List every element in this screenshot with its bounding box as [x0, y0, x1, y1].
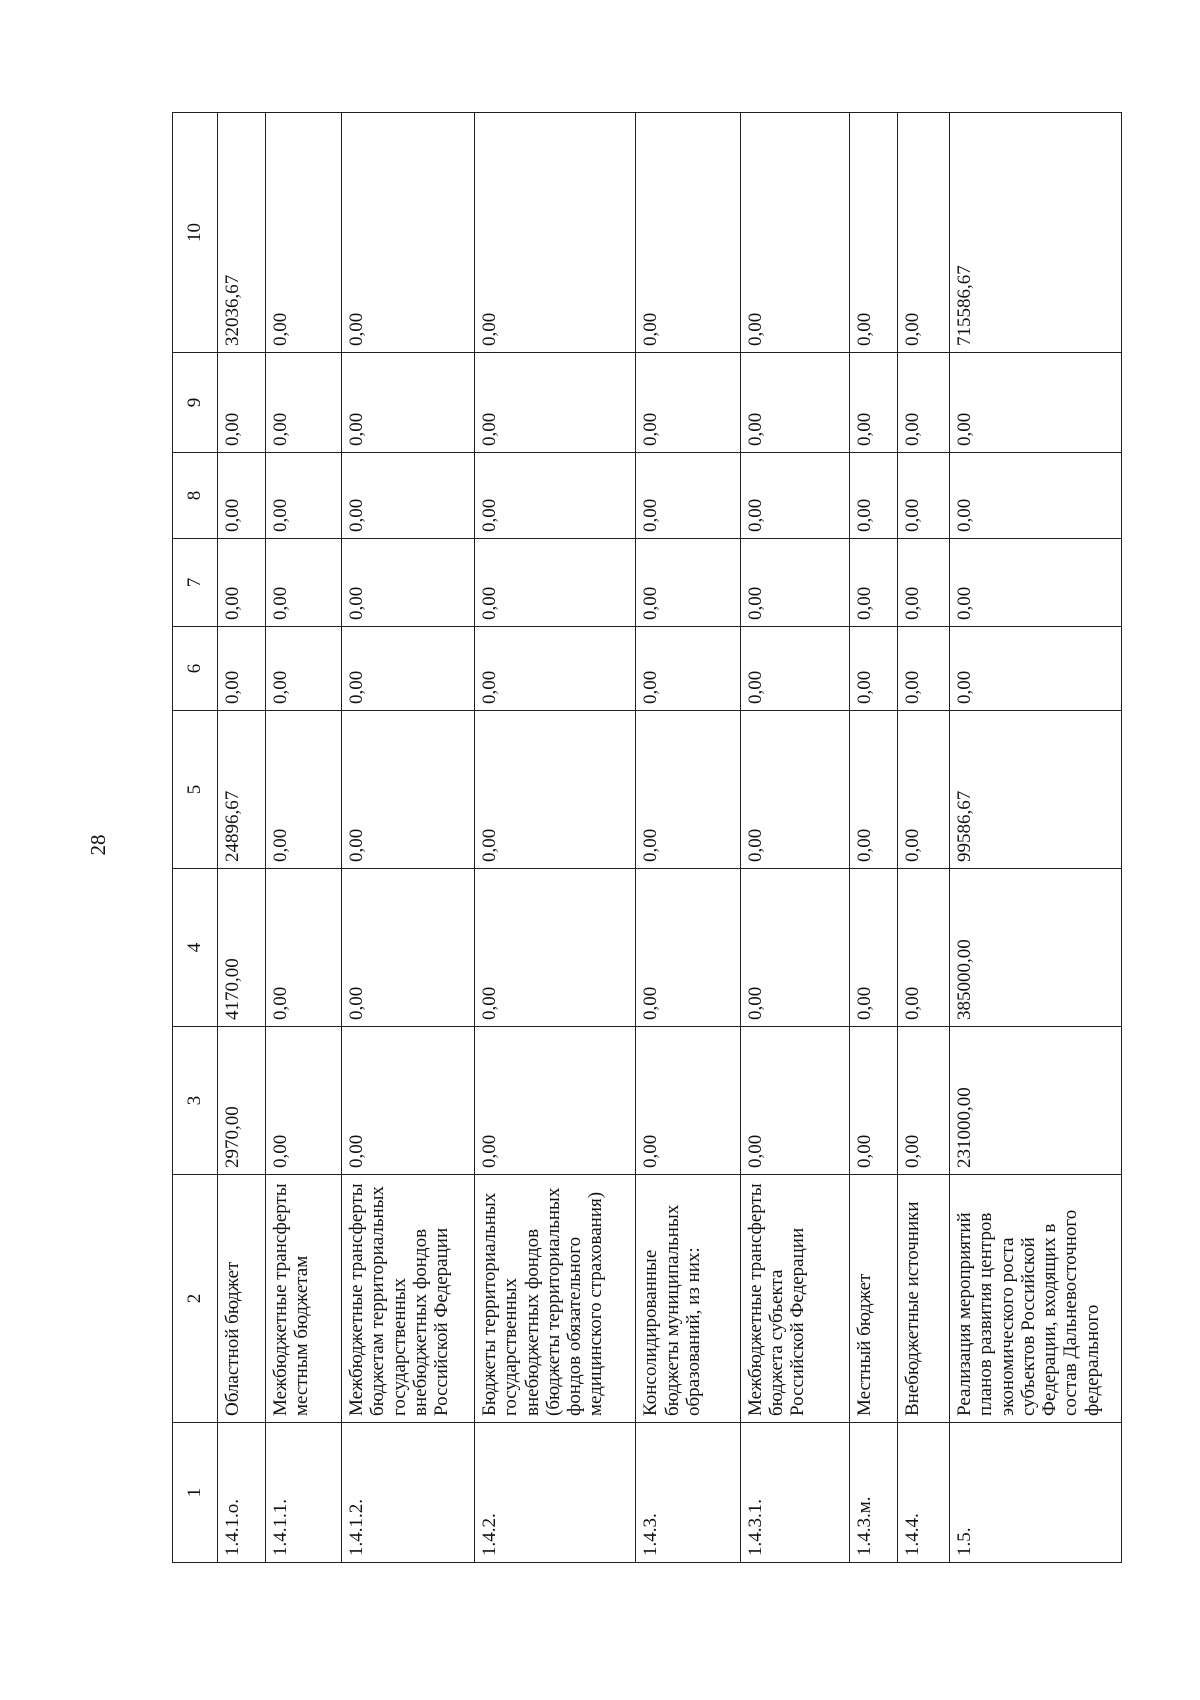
table-header: [173, 113, 218, 1563]
table-cell: 0,00: [849, 627, 897, 711]
table-cell: 0,00: [636, 869, 741, 1027]
table-cell: 1.4.3.1.: [740, 1423, 849, 1563]
table-cell: 0,00: [849, 1027, 897, 1175]
table-cell: 0,00: [740, 539, 849, 627]
table-cell: 0,00: [475, 627, 636, 711]
table-cell: 0,00: [218, 453, 266, 539]
table-cell: Внебюджетные источники: [897, 1175, 949, 1423]
table-cell: 24896,67: [218, 711, 266, 869]
table-cell: 1.4.2.: [475, 1423, 636, 1563]
table-cell: 0,00: [740, 627, 849, 711]
table-cell: 0,00: [740, 113, 849, 353]
header-cell: 5: [173, 711, 218, 869]
table-cell: 0,00: [342, 353, 475, 453]
table-cell: 0,00: [475, 453, 636, 539]
header-cell: 4: [173, 869, 218, 1027]
table-cell: 0,00: [475, 113, 636, 353]
table-cell: 0,00: [897, 1027, 949, 1175]
table-cell: 0,00: [218, 353, 266, 453]
table-cell: 0,00: [740, 353, 849, 453]
table-cell: 0,00: [897, 869, 949, 1027]
table-cell: 1.4.4.: [897, 1423, 949, 1563]
table-cell: 0,00: [265, 353, 341, 453]
table-row: [849, 113, 897, 1563]
header-cell: 10: [173, 113, 218, 353]
table-cell: 2970,00: [218, 1027, 266, 1175]
table-cell: 1.4.1.2.: [342, 1423, 475, 1563]
table-cell: 0,00: [740, 711, 849, 869]
table-cell: 0,00: [849, 353, 897, 453]
table-cell: 1.4.1.о.: [218, 1423, 266, 1563]
table-row: [342, 113, 475, 1563]
table-cell: 0,00: [265, 1027, 341, 1175]
table-cell: 0,00: [949, 627, 1121, 711]
table-row: [218, 113, 266, 1563]
table-cell: 0,00: [897, 539, 949, 627]
table-cell: 0,00: [475, 711, 636, 869]
table-cell: 0,00: [475, 1027, 636, 1175]
table-cell: 0,00: [218, 539, 266, 627]
table-cell: 0,00: [740, 453, 849, 539]
table-cell: 0,00: [740, 869, 849, 1027]
table-cell: 0,00: [265, 869, 341, 1027]
table-row: [475, 113, 636, 1563]
header-cell: 6: [173, 627, 218, 711]
table-cell: Областной бюджет: [218, 1175, 266, 1423]
table-cell: 0,00: [265, 453, 341, 539]
table-row: [265, 113, 341, 1563]
table-cell: 0,00: [475, 353, 636, 453]
table-cell: 231000,00: [949, 1027, 1121, 1175]
table-cell: 0,00: [849, 113, 897, 353]
table-cell: 0,00: [636, 711, 741, 869]
table-cell: Межбюджетные трансферты бюджетам территориальных государственных внебюджетных фондов Российской Федерации: [342, 1175, 475, 1423]
table-cell: Консолидированные бюджеты муниципальных образований, из них:: [636, 1175, 741, 1423]
table-body: [218, 113, 1122, 1563]
table-cell: 0,00: [342, 869, 475, 1027]
header-cell: 7: [173, 539, 218, 627]
table-cell: 0,00: [897, 627, 949, 711]
table-row: [897, 113, 949, 1563]
table-cell: 0,00: [342, 113, 475, 353]
table-cell: 0,00: [849, 869, 897, 1027]
header-cell: 3: [173, 1027, 218, 1175]
header-cell: 2: [173, 1175, 218, 1423]
table-cell: 0,00: [342, 539, 475, 627]
table-cell: 0,00: [636, 539, 741, 627]
table-cell: 0,00: [897, 113, 949, 353]
table-cell: 0,00: [740, 1027, 849, 1175]
table-cell: 0,00: [218, 627, 266, 711]
table-cell: 32036,67: [218, 113, 266, 353]
table-cell: 1.5.: [949, 1423, 1121, 1563]
table-cell: 0,00: [636, 627, 741, 711]
table-row: [740, 113, 849, 1563]
table-cell: 0,00: [342, 1027, 475, 1175]
table-cell: 0,00: [636, 453, 741, 539]
table-cell: 99586,67: [949, 711, 1121, 869]
table-cell: 0,00: [475, 869, 636, 1027]
table-cell: 0,00: [342, 453, 475, 539]
table-cell: 0,00: [949, 453, 1121, 539]
header-cell: 1: [173, 1423, 218, 1563]
table-cell: 4170,00: [218, 869, 266, 1027]
table-cell: Межбюджетные трансферты местным бюджетам: [265, 1175, 341, 1423]
table-cell: Местный бюджет: [849, 1175, 897, 1423]
table-row: [636, 113, 741, 1563]
table-cell: 0,00: [475, 539, 636, 627]
table-cell: 0,00: [636, 113, 741, 353]
table-cell: 0,00: [949, 539, 1121, 627]
table-cell: 0,00: [897, 353, 949, 453]
table-cell: 0,00: [849, 453, 897, 539]
table-cell: 0,00: [265, 113, 341, 353]
table-cell: 715586,67: [949, 113, 1121, 353]
table-cell: Межбюджетные трансферты бюджета субъекта Российской Федерации: [740, 1175, 849, 1423]
table-cell: 0,00: [265, 539, 341, 627]
table-cell: 1.4.1.1.: [265, 1423, 341, 1563]
table-cell: 1.4.3.м.: [849, 1423, 897, 1563]
rotated-table-container: [172, 113, 1122, 1563]
table-cell: 385000,00: [949, 869, 1121, 1027]
table-cell: 0,00: [342, 627, 475, 711]
table-cell: 0,00: [636, 353, 741, 453]
table-cell: 0,00: [265, 711, 341, 869]
budget-table: [172, 112, 1122, 1563]
table-cell: 0,00: [636, 1027, 741, 1175]
table-row: [949, 113, 1121, 1563]
table-cell: 1.4.3.: [636, 1423, 741, 1563]
table-cell: Реализация мероприятий планов развития центров экономического роста субъектов Российской Федерации, входящих в состав Дальневосточного федерального: [949, 1175, 1121, 1423]
table-cell: 0,00: [849, 539, 897, 627]
table-cell: Бюджеты территориальных государственных внебюджетных фондов (бюджеты территориальных фондов обязательного медицинского страхования): [475, 1175, 636, 1423]
header-cell: 9: [173, 353, 218, 453]
table-cell: 0,00: [897, 453, 949, 539]
header-cell: 8: [173, 453, 218, 539]
page-number: 28: [86, 834, 110, 856]
table-cell: 0,00: [897, 711, 949, 869]
table-cell: 0,00: [265, 627, 341, 711]
table-cell: 0,00: [342, 711, 475, 869]
table-cell: 0,00: [949, 353, 1121, 453]
table-cell: 0,00: [849, 711, 897, 869]
header-row: [173, 113, 218, 1563]
